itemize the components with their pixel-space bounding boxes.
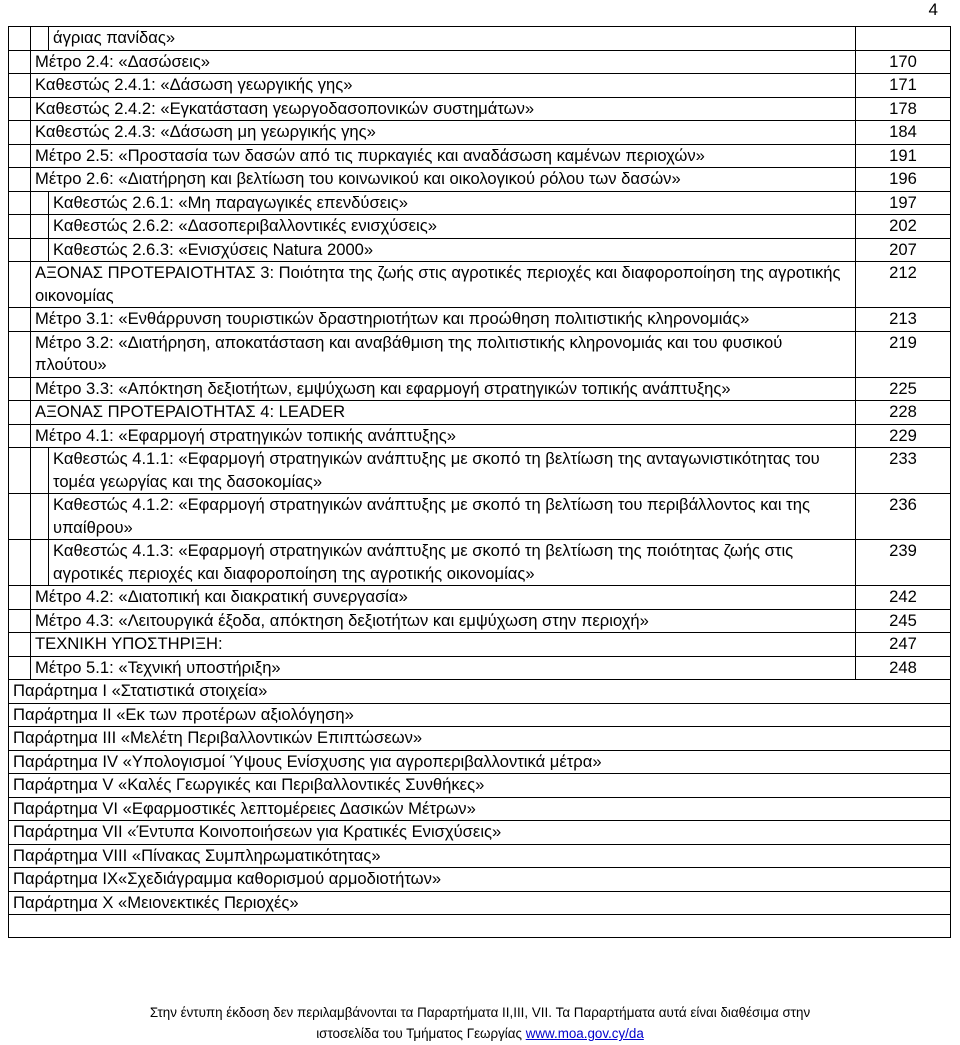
toc-entry-page: 170 [856, 50, 951, 74]
toc-entry-page: 219 [856, 331, 951, 377]
toc-row [9, 262, 951, 308]
toc-entry-page: 191 [856, 144, 951, 168]
toc-entry-text: Καθεστώς 4.1.1: «Εφαρμογή στρατηγικών ανάπτυξης με σκοπό τη βελτίωση της ανταγωνιστικότητας του τομέα γεωργίας και της δασοκομίας» [49, 448, 856, 494]
toc-entry-text: Καθεστώς 2.6.1: «Μη παραγωγικές επενδύσεις» [49, 191, 856, 215]
toc-row [9, 844, 951, 868]
toc-entry-page: 171 [856, 74, 951, 98]
toc-row [9, 377, 951, 401]
toc-row [9, 50, 951, 74]
indent-cell [9, 633, 31, 657]
toc-row [9, 891, 951, 915]
toc-entry-text: Μέτρο 2.4: «Δασώσεις» [31, 50, 856, 74]
toc-entry-page: 184 [856, 121, 951, 145]
toc-row [9, 868, 951, 892]
indent-cell [9, 144, 31, 168]
toc-entry-text: Μέτρο 4.1: «Εφαρμογή στρατηγικών τοπικής ανάπτυξης» [31, 424, 856, 448]
toc-entry-page: 202 [856, 215, 951, 239]
page-number: 4 [928, 0, 938, 19]
toc-entry-text: ΑΞΟΝΑΣ ΠΡΟΤΕΡΑΙΟΤΗΤΑΣ 3: Ποιότητα της ζωής στις αγροτικές περιοχές και διαφοροποίηση της αγροτικής οικονομίας [31, 262, 856, 308]
annex-title: Παράρτημα IX«Σχεδιάγραμμα καθορισμού αρμοδιοτήτων» [9, 868, 951, 892]
toc-entry-page [856, 27, 951, 51]
toc-entry-page: 228 [856, 401, 951, 425]
toc-row [9, 191, 951, 215]
toc-entry-text: Μέτρο 2.5: «Προστασία των δασών από τις πυρκαγιές και αναδάσωση καμένων περιοχών» [31, 144, 856, 168]
toc-entry-page: 207 [856, 238, 951, 262]
toc-entry-page: 233 [856, 448, 951, 494]
toc-row [9, 774, 951, 798]
table-of-contents [8, 26, 951, 938]
indent-cell [9, 424, 31, 448]
annex-title: Παράρτημα ΙΙ «Εκ των προτέρων αξιολόγηση» [9, 703, 951, 727]
toc-row [9, 448, 951, 494]
toc-row [9, 74, 951, 98]
indent-cell [9, 121, 31, 145]
toc-row [9, 727, 951, 751]
toc-entry-page: 213 [856, 308, 951, 332]
toc-entry-page: 196 [856, 168, 951, 192]
toc-row [9, 401, 951, 425]
toc-row [9, 821, 951, 845]
toc-entry-page: 245 [856, 609, 951, 633]
indent-cell [9, 308, 31, 332]
toc-entry-text: άγριας πανίδας» [49, 27, 856, 51]
indent-cell [9, 656, 31, 680]
toc-entry-text: Καθεστώς 2.4.1: «Δάσωση γεωργικής γης» [31, 74, 856, 98]
toc-entry-page: 229 [856, 424, 951, 448]
toc-entry-text: Καθεστώς 4.1.2: «Εφαρμογή στρατηγικών ανάπτυξης με σκοπό τη βελτίωση του περιβάλλοντος και της υπαίθρου» [49, 494, 856, 540]
indent-cell [31, 191, 49, 215]
toc-row [9, 97, 951, 121]
toc-entry-text: Μέτρο 4.3: «Λειτουργικά έξοδα, απόκτηση δεξιοτήτων και εμψύχωση στην περιοχή» [31, 609, 856, 633]
toc-entry-page: 248 [856, 656, 951, 680]
toc-row [9, 750, 951, 774]
indent-cell [31, 448, 49, 494]
toc-body [9, 27, 951, 938]
toc-row [9, 494, 951, 540]
toc-row [9, 144, 951, 168]
toc-entry-text: Καθεστώς 2.4.2: «Εγκατάσταση γεωργοδασοπονικών συστημάτων» [31, 97, 856, 121]
toc-entry-page: 225 [856, 377, 951, 401]
indent-cell [9, 331, 31, 377]
toc-row [9, 540, 951, 586]
toc-entry-text: Μέτρο 3.3: «Απόκτηση δεξιοτήτων, εμψύχωση και εφαρμογή στρατηγικών τοπικής ανάπτυξης» [31, 377, 856, 401]
indent-cell [31, 540, 49, 586]
footer-line-1: Στην έντυπη έκδοση δεν περιλαμβάνονται τα Παραρτήματα ΙΙ,ΙΙΙ, VII. Τα Παραρτήματα αυτά είναι διαθέσιμα στην [149, 1005, 811, 1020]
indent-cell [31, 27, 49, 51]
indent-cell [9, 215, 31, 239]
toc-entry-text: Μέτρο 5.1: «Τεχνική υποστήριξη» [31, 656, 856, 680]
toc-entry-page: 242 [856, 586, 951, 610]
indent-cell [9, 586, 31, 610]
indent-cell [9, 494, 31, 540]
toc-row [9, 656, 951, 680]
indent-cell [9, 401, 31, 425]
toc-row [9, 331, 951, 377]
toc-entry-page: 236 [856, 494, 951, 540]
indent-cell [9, 27, 31, 51]
toc-entry-text: Καθεστώς 2.4.3: «Δάσωση μη γεωργικής γης» [31, 121, 856, 145]
toc-entry-page: 212 [856, 262, 951, 308]
annex-title: Παράρτημα VI «Εφαρμοστικές λεπτομέρειες Δασικών Μέτρων» [9, 797, 951, 821]
toc-entry-text: Μέτρο 2.6: «Διατήρηση και βελτίωση του κοινωνικού και οικολογικού ρόλου των δασών» [31, 168, 856, 192]
toc-row [9, 633, 951, 657]
annex-title: Παράρτημα VII «Έντυπα Κοινοποιήσεων για Κρατικές Ενισχύσεις» [9, 821, 951, 845]
indent-cell [9, 238, 31, 262]
indent-cell [9, 191, 31, 215]
indent-cell [9, 168, 31, 192]
indent-cell [9, 377, 31, 401]
footer-line-2 [0, 1023, 960, 1044]
toc-row [9, 121, 951, 145]
toc-entry-text: Καθεστώς 2.6.2: «Δασοπεριβαλλοντικές ενισχύσεις» [49, 215, 856, 239]
toc-row [9, 680, 951, 704]
toc-row [9, 215, 951, 239]
toc-entry-text: Καθεστώς 4.1.3: «Εφαρμογή στρατηγικών ανάπτυξης με σκοπό τη βελτίωση της ποιότητας ζωής στις αγροτικές περιοχές και διαφοροποίηση της αγροτικής οικονομίας» [49, 540, 856, 586]
toc-row [9, 308, 951, 332]
annex-title: Παράρτημα VIII «Πίνακας Συμπληρωματικότητας» [9, 844, 951, 868]
indent-cell [9, 50, 31, 74]
website-link[interactable]: www.moa.gov.cy/da [525, 1026, 644, 1041]
footer-line-2-text: ιστοσελίδα του Τμήματος Γεωργίας [316, 1026, 526, 1041]
empty-cell [9, 915, 951, 938]
toc-entry-page: 239 [856, 540, 951, 586]
indent-cell [9, 74, 31, 98]
footer-note [0, 1002, 960, 1044]
indent-cell [9, 540, 31, 586]
annex-title: Παράρτημα IV «Υπολογισμοί Ύψους Ενίσχυσης για αγροπεριβαλλοντικά μέτρα» [9, 750, 951, 774]
indent-cell [9, 97, 31, 121]
indent-cell [31, 238, 49, 262]
annex-title: Παράρτημα ΙΙΙ «Μελέτη Περιβαλλοντικών Επιπτώσεων» [9, 727, 951, 751]
toc-entry-text: Καθεστώς 2.6.3: «Ενισχύσεις Natura 2000» [49, 238, 856, 262]
toc-row [9, 609, 951, 633]
toc-row [9, 27, 951, 51]
indent-cell [9, 448, 31, 494]
indent-cell [9, 262, 31, 308]
toc-row [9, 703, 951, 727]
toc-entry-text: ΤΕΧΝΙΚΗ ΥΠΟΣΤΗΡΙΞΗ: [31, 633, 856, 657]
toc-entry-text: Μέτρο 3.2: «Διατήρηση, αποκατάσταση και αναβάθμιση της πολιτιστικής κληρονομιάς και του φυσικού πλούτου» [31, 331, 856, 377]
toc-entry-text: ΑΞΟΝΑΣ ΠΡΟΤΕΡΑΙΟΤΗΤΑΣ 4: LEADER [31, 401, 856, 425]
toc-row [9, 915, 951, 938]
toc-row [9, 238, 951, 262]
annex-title: Παράρτημα V «Καλές Γεωργικές και Περιβαλλοντικές Συνθήκες» [9, 774, 951, 798]
toc-entry-text: Μέτρο 3.1: «Ενθάρρυνση τουριστικών δραστηριοτήτων και προώθηση πολιτιστικής κληρονομιάς» [31, 308, 856, 332]
indent-cell [9, 609, 31, 633]
annex-title: Παράρτημα Χ «Μειονεκτικές Περιοχές» [9, 891, 951, 915]
toc-entry-page: 247 [856, 633, 951, 657]
toc-entry-text: Μέτρο 4.2: «Διατοπική και διακρατική συνεργασία» [31, 586, 856, 610]
toc-row [9, 168, 951, 192]
toc-entry-page: 178 [856, 97, 951, 121]
toc-row [9, 797, 951, 821]
toc-row [9, 586, 951, 610]
indent-cell [31, 215, 49, 239]
toc-entry-page: 197 [856, 191, 951, 215]
annex-title: Παράρτημα Ι «Στατιστικά στοιχεία» [9, 680, 951, 704]
indent-cell [31, 494, 49, 540]
toc-row [9, 424, 951, 448]
